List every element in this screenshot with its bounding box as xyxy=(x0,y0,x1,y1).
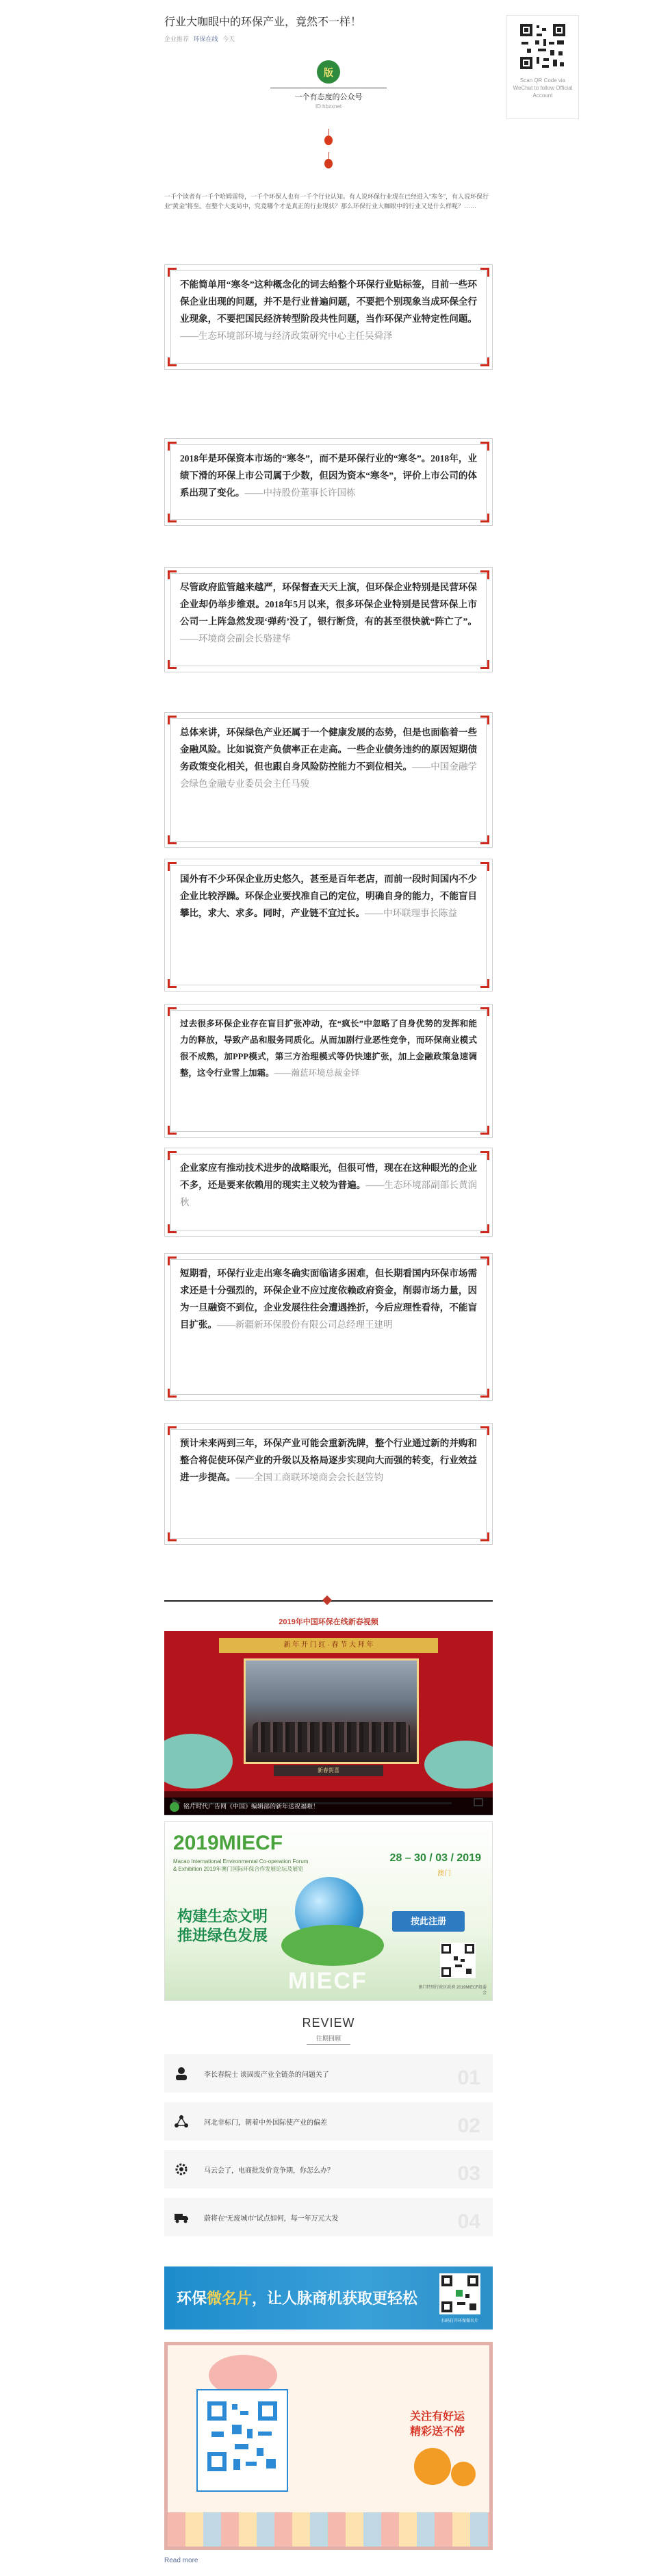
read-more-link[interactable]: Read more xyxy=(164,2557,198,2564)
publish-date: 今天 xyxy=(222,36,235,42)
review-item-number: 04 xyxy=(457,2210,480,2233)
video-banner: 新 年 开 门 红 · 春 节 大 拜 年 xyxy=(219,1638,438,1653)
qr-code-icon xyxy=(198,2390,287,2490)
review-item-number: 03 xyxy=(457,2162,480,2185)
intro-paragraph: 一千个读者有一千个哈姆雷特，一千个环保人也有一千个行业认知。有人说环保行业现在已经进入“寒冬”，有人说环保行业“黄金”将至。在整个大变局中，究竟哪个才是真正的行业现状？那么环保行业大咖眼中的行业又是什么样呢？…… xyxy=(164,193,489,210)
quote-card xyxy=(164,1253,493,1401)
expo-slogan: 构建生态文明 推进绿色发展 xyxy=(177,1908,268,1944)
review-item[interactable] xyxy=(164,2102,493,2141)
gear-icon xyxy=(174,2162,189,2176)
landscape-illustration xyxy=(281,1925,384,1966)
quote-card xyxy=(164,567,493,672)
quote-text: 国外有不少环保企业历史悠久，甚至是百年老店，而前一段时间国内不少企业比较浮躁。环保企业要找准自己的定位，明确自身的能力，不能盲目攀比，求大、求多。同时，产业链不宜过长。——中环联理事长陈益 xyxy=(180,874,477,918)
review-item-text: 河北非标门，朝着中外国际使产业的偏差 xyxy=(204,2119,327,2127)
account-logo-area xyxy=(164,60,493,110)
video-caption: 新春贺喜 xyxy=(274,1765,383,1776)
video-source-bar[interactable] xyxy=(164,1797,493,1815)
quote-source: ——新疆新环保股份有限公司总经理王建明 xyxy=(217,1319,393,1330)
orange-illustration xyxy=(414,2448,451,2485)
quote-source: ——环境商会副会长骆建华 xyxy=(180,633,291,644)
quote-card xyxy=(164,1423,493,1545)
quote-text: 企业家应有推动技术进步的战略眼光，但很可惜，现在在这种眼光的企业不多，还是要来依赖用的现实主义较为普遍。——生态环境部副部长黄润秋 xyxy=(180,1163,478,1207)
quote-text: 短期看，环保行业走出寒冬确实面临诸多困难，但长期看国内环保市场需求还是十分强烈的，环保企业不应过度依赖政府资金，削弱市场力量，因为一旦融资不到位，企业发展往往会遭遇挫折，今后应理性看待，不能盲目扩张。——新疆新环保股份有限公司总经理王建明 xyxy=(180,1268,477,1330)
quote-card xyxy=(164,264,493,370)
expo-footer: 澳门特别行政区政府 2019MIECF组委会 xyxy=(418,1986,487,1995)
section-divider xyxy=(164,1597,493,1605)
expo-banner[interactable] xyxy=(164,1821,493,2001)
lantern-icon xyxy=(324,152,333,168)
video-title: 2019年中国环保在线新春视频 xyxy=(279,1618,378,1626)
expo-brand: 2019MIECF xyxy=(173,1832,283,1854)
video-subtitle: 铭片时代广告网《中国》编辑部的新年送祝福啦！ xyxy=(183,1803,320,1810)
network-icon xyxy=(174,2114,189,2128)
review-item-number: 02 xyxy=(457,2114,480,2137)
review-subtitle: 往期回顾 xyxy=(164,2034,493,2045)
channel-avatar xyxy=(170,1802,179,1812)
qr-card-text: Scan QR Code via WeChat to follow Official Account xyxy=(513,77,573,99)
review-item-text: 蔚将在“无废城市”试点如何，每一年万元大发 xyxy=(204,2215,339,2223)
quote-text: 预计未来两到三年，环保产业可能会重新洗牌，整个行业通过新的并购和整合将促使环保产业的升级以及格局逐步实现向大而强的转变，行业效益进一步提高。——全国工商联环境商会会长赵笠钧 xyxy=(180,1438,477,1482)
business-card-ad-text: 环保微名片，让人脉商机获取更轻松 xyxy=(177,2290,418,2307)
quote-source: ——生态环境部副部长黄润秋 xyxy=(180,1180,478,1207)
follow-qr-code xyxy=(196,2389,288,2492)
quote-card xyxy=(164,438,493,526)
truck-icon xyxy=(174,2210,189,2224)
review-item[interactable] xyxy=(164,2054,493,2093)
review-title: REVIEW xyxy=(302,2016,355,2030)
register-button[interactable]: 按此注册 xyxy=(392,1911,465,1932)
account-logo xyxy=(317,60,340,84)
quote-source: ——生态环境部环境与经济政策研究中心主任吴舜泽 xyxy=(180,331,393,341)
quote-source: ——全国工商联环境商会会长赵笠钧 xyxy=(235,1472,383,1482)
review-item[interactable] xyxy=(164,2198,493,2236)
qr-code-icon xyxy=(440,1943,476,1978)
quote-text: 总体来讲，环保绿色产业还属于一个健康发展的态势，但是也面临着一些金融风险。比如说资产负债率正在走高。一些企业债务违约的原因短期债务政策变化相关，但也跟自身风险防控能力不到位相关。——中国金融学会绿色金融专业委员会主任马骏 xyxy=(180,727,478,789)
qr-code-icon xyxy=(439,2273,480,2314)
quote-text: 不能简单用“寒冬”这种概念化的词去给整个环保行业贴标签，目前一些环保企业出现的问题，并不是行业普遍问题，不要把个别现象当成环保全行业现象，不要把国民经济转型阶段共性问题，当作环保产业特定性问题。——生态环境部环境与经济政策研究中心主任吴舜泽 xyxy=(180,279,477,341)
quote-card xyxy=(164,712,493,848)
account-id: ID:hbzxnet xyxy=(315,103,342,110)
orange-illustration xyxy=(451,2462,476,2486)
qr-code-icon xyxy=(519,23,567,71)
follow-slogan: 关注有好运 精彩送不停 xyxy=(409,2411,465,2438)
business-card-ad[interactable] xyxy=(164,2266,493,2329)
review-item-number: 01 xyxy=(457,2067,480,2089)
person-icon xyxy=(174,2067,189,2080)
new-year-follow-ad[interactable] xyxy=(164,2342,493,2550)
account-slogan: 一个有态度的公众号 xyxy=(270,88,387,102)
expo-city: 澳门 xyxy=(437,1870,451,1878)
quote-source: ——中持股份董事长许国栋 xyxy=(244,488,356,498)
article-title: 行业大咖眼中的环保产业，竟然不一样！ xyxy=(164,16,362,28)
follow-qr-card[interactable] xyxy=(506,15,579,119)
quote-source: ——中国金融学会绿色金融专业委员会主任马骏 xyxy=(180,761,478,789)
quote-text: 尽管政府监管越来越严，环保督查天天上演，但环保企业特别是民营环保企业却仍举步维艰。2018年5月以来，很多环保企业特别是民营环保上市公司一上阵急然发现‘弹药’没了，银行断贷，有的甚至很快就“阵亡了”。——环境商会副会长骆建华 xyxy=(180,582,477,644)
review-item[interactable] xyxy=(164,2150,493,2188)
quote-source: ——中环联理事长陈益 xyxy=(365,908,457,918)
quote-text: 2018年是环保资本市场的“寒冬”，而不是环保行业的“寒冬”。2018年，业绩下滑的环保上市公司属于少数，但因为资本“寒冬”，评价上市公司的体系出现了变化。——中持股份董事长许国栋 xyxy=(180,453,477,498)
qr-caption: 扫码打开环保微名片 xyxy=(441,2319,478,2323)
article-meta xyxy=(164,34,235,43)
video-player[interactable] xyxy=(164,1631,493,1815)
expo-date: 28 – 30 / 03 / 2019 xyxy=(389,1852,481,1864)
review-item-text: 马云会了，电商批发价竞争期，你怎么办？ xyxy=(204,2167,334,2175)
expo-watermark: MIECF xyxy=(288,1968,368,1994)
quote-card xyxy=(164,1148,493,1237)
quote-text: 过去很多环保企业存在盲目扩张冲动，在“疯长”中忽略了自身优势的发挥和能力的释放，导致产品和服务同质化。从而加剧行业恶性竞争，而环保商业模式很不成熟，加PPP模式，第三方治理模式等仍快速扩张，加上金融政策急速调整，这令行业雪上加霜。——瀚蓝环境总裁金铎 xyxy=(180,1019,477,1078)
meta-label: 企业推荐 xyxy=(164,36,190,42)
lantern-icon xyxy=(324,129,333,145)
quote-card xyxy=(164,859,493,992)
video-frame-photo xyxy=(244,1658,419,1764)
account-name-link[interactable]: 环保在线 xyxy=(193,36,218,42)
quote-card xyxy=(164,1004,493,1138)
logo-glyph: 版 xyxy=(324,67,333,78)
decorative-ribbon xyxy=(168,2512,489,2547)
review-item-text: 李长春院士 谈固废产业全链条的问题关了 xyxy=(204,2071,329,2079)
quote-source: ——瀚蓝环境总裁金铎 xyxy=(274,1068,360,1078)
expo-subtitle: Macao International Environmental Co-operation Forum & Exhibition 2019年澳门国际环保合作发展论坛及展览 xyxy=(173,1858,309,1872)
